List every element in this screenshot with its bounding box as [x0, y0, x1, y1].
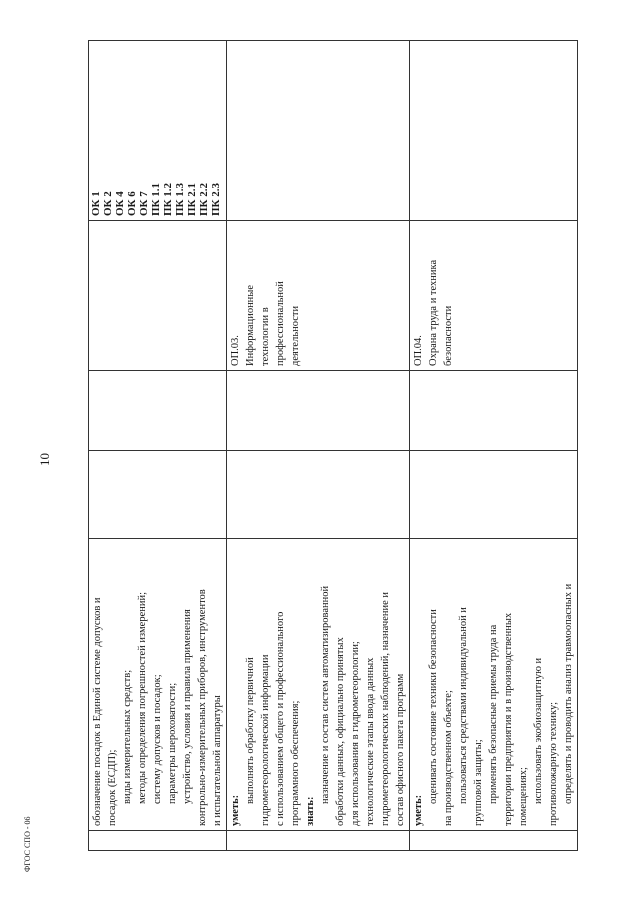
text-line: противопожарную технику; — [548, 701, 559, 826]
footer-text: ФГОС СПО - 06 — [23, 816, 32, 872]
text-line: виды измерительных средств; — [122, 669, 133, 804]
table-row — [89, 41, 227, 851]
discipline-title-line: безопасности — [443, 305, 454, 366]
text-line: выполнять обработку первичной — [245, 657, 256, 804]
znat-label: знать: — [305, 796, 316, 826]
hours-cell — [227, 371, 410, 451]
competency-codes-cell — [89, 41, 227, 221]
discipline-cell — [89, 221, 227, 371]
text-line: гидрометеорологических наблюдений, назначение и — [380, 592, 391, 826]
standard-table-rotated — [88, 41, 574, 851]
requirements-cell — [227, 539, 410, 831]
text-line: систему допусков и посадок; — [152, 674, 163, 804]
competency-code: ПК 2.2 — [198, 182, 210, 216]
text-line: на производственном объекте; — [443, 690, 454, 826]
index-cell — [227, 831, 410, 851]
competency-codes-cell — [410, 41, 578, 221]
text-line: оценивать состояние техники безопасности — [428, 609, 439, 804]
text-line: для использования в гидрометеорологии; — [350, 641, 361, 826]
table-row — [227, 41, 410, 851]
requirements-cell — [89, 539, 227, 831]
competency-code: ПК 1.2 — [162, 182, 174, 216]
text-line: использовать экобиозащитную и — [533, 657, 544, 804]
hours-cell — [410, 371, 578, 451]
text-line: параметры шероховатости; — [167, 682, 178, 804]
text-line: гидрометеорологической информации — [260, 654, 271, 826]
competency-code: ОК 6 — [126, 191, 138, 216]
text-line: программного обеспечения; — [290, 700, 301, 826]
hours-cell — [410, 451, 578, 539]
text-line: посадок (ЕСДП); — [107, 749, 118, 826]
text-line: определять и проводить анализ травмоопасных и — [563, 583, 574, 804]
hours-cell — [89, 371, 227, 451]
discipline-cell — [227, 221, 410, 371]
competency-code: ОК 1 — [90, 191, 102, 216]
index-cell — [89, 831, 227, 851]
text-line: пользоваться средствами индивидуальной и — [458, 607, 469, 804]
discipline-title-line: Охрана труда и техника — [428, 259, 439, 366]
text-line: обозначение посадок в Единой системе допусков и — [92, 597, 103, 826]
discipline-cell — [410, 221, 578, 371]
page-number: 10 — [37, 453, 52, 466]
competency-codes-cell — [227, 41, 410, 221]
text-line: применять безопасные приемы труда на — [488, 624, 499, 804]
text-line: устройство, условия и правила применения — [182, 609, 193, 804]
competency-code: ПК 1.3 — [174, 182, 186, 216]
discipline-title-line: деятельности — [290, 305, 301, 366]
competency-code: ОК 2 — [102, 191, 114, 216]
competency-code: ПК 1.1 — [150, 182, 162, 216]
text-line: групповой защиты; — [473, 739, 484, 826]
hours-cell — [227, 451, 410, 539]
text-line: контрольно-измерительных приборов, инструментов — [197, 589, 208, 826]
text-line: с использованием общего и профессионального — [275, 611, 286, 826]
competency-code: ПК 2.3 — [210, 182, 222, 216]
competency-code: ОК 4 — [114, 191, 126, 216]
competency-code: ОК 7 — [138, 191, 150, 216]
text-line: обработки данных, официально принятых — [335, 637, 346, 826]
text-line: назначение и состав систем автоматизированной — [320, 585, 331, 804]
discipline-code: ОП.03. — [230, 335, 241, 366]
table-row — [410, 41, 578, 851]
discipline-title-line: Информационные — [245, 284, 256, 366]
text-line: помещениях; — [518, 767, 529, 826]
discipline-title-line: профессиональной — [275, 281, 286, 366]
text-line: и испытательной аппаратуры — [212, 695, 223, 826]
text-line: состав офисного пакета программ — [395, 673, 406, 826]
requirements-cell — [410, 539, 578, 831]
competency-code: ПК 2.1 — [186, 182, 198, 216]
umet-label: уметь: — [230, 794, 241, 826]
text-line: технологические этапы ввода данных — [365, 657, 376, 826]
text-line: территории предприятия и в производственных — [503, 612, 514, 826]
hours-cell — [89, 451, 227, 539]
index-cell — [410, 831, 578, 851]
competency-table — [88, 40, 578, 851]
discipline-code: ОП.04. — [413, 335, 424, 366]
text-line: методы определения погрешностей измерений; — [137, 591, 148, 804]
umet-label: уметь: — [413, 794, 424, 826]
discipline-title-line: технологии в — [260, 307, 271, 366]
